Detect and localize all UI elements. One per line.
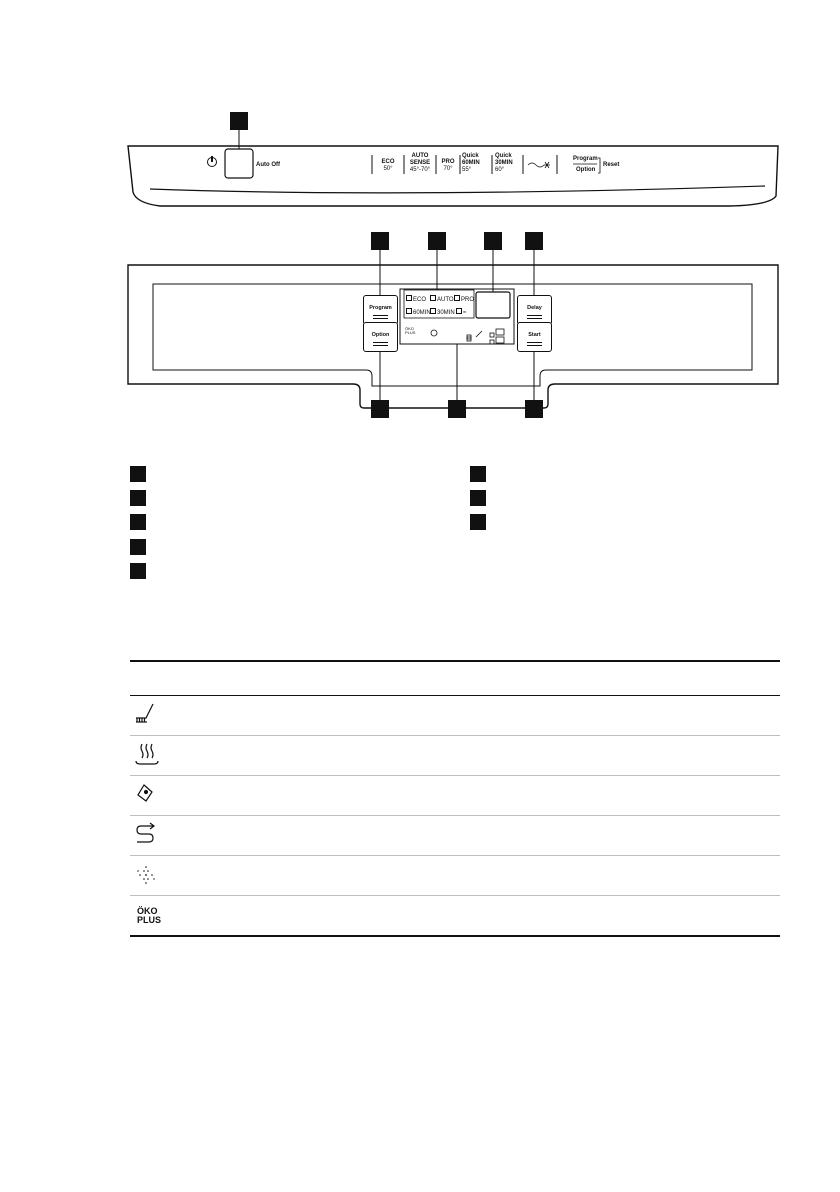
key-marker-4 bbox=[130, 539, 146, 555]
start-button[interactable]: Start bbox=[517, 322, 552, 352]
callout-marker-delay bbox=[525, 232, 543, 250]
table-row bbox=[130, 896, 780, 937]
table-row bbox=[130, 856, 780, 896]
upper-option-label: Option bbox=[576, 167, 596, 173]
key-marker-5 bbox=[130, 563, 146, 579]
tablet-icon bbox=[130, 776, 780, 816]
key-marker-6 bbox=[470, 466, 486, 482]
table-row bbox=[130, 776, 780, 816]
callout-marker-program bbox=[371, 232, 389, 250]
drying-heat-icon bbox=[130, 736, 780, 776]
key-marker-7 bbox=[470, 490, 486, 506]
table-header-cell bbox=[130, 661, 780, 696]
indicator-60min: 60MIN bbox=[406, 308, 431, 317]
power-icon bbox=[207, 157, 217, 167]
key-marker-1 bbox=[130, 466, 146, 482]
indicator-oko-plus: ÖKO PLUS bbox=[405, 326, 416, 335]
indicator-30min: 30MIN bbox=[430, 308, 455, 317]
indicator-eco: ECO bbox=[406, 295, 426, 304]
auto-off-label: Auto Off bbox=[256, 162, 280, 168]
indicator-auto: AUTO bbox=[430, 295, 454, 304]
symbols-table bbox=[130, 660, 780, 937]
upper-program-label: Program bbox=[573, 156, 598, 162]
callout-marker-power bbox=[230, 112, 248, 130]
callout-marker-indicators bbox=[428, 232, 446, 250]
indicator-machine-care: ≈ bbox=[456, 308, 466, 317]
key-marker-8 bbox=[470, 514, 486, 530]
callout-marker-display-icons bbox=[448, 400, 466, 418]
callout-marker-option bbox=[371, 400, 389, 418]
flow-loop-icon bbox=[130, 816, 780, 856]
program-quick-30-label: Quick 30MIN 60° bbox=[495, 153, 513, 173]
key-marker-2 bbox=[130, 490, 146, 506]
callout-marker-start bbox=[525, 400, 543, 418]
sparkle-icon bbox=[130, 856, 780, 896]
reset-label: Reset bbox=[603, 162, 620, 168]
table-header-row bbox=[130, 661, 780, 696]
table-row bbox=[130, 696, 780, 736]
program-auto-sense-label: AUTO SENSE 45°-70° bbox=[409, 153, 431, 173]
indicator-pro: PRO bbox=[454, 295, 474, 304]
program-quick-60-label: Quick 60MIN 55° bbox=[462, 153, 480, 173]
table-row bbox=[130, 736, 780, 776]
option-button[interactable]: Option bbox=[363, 322, 398, 352]
delay-button[interactable]: Delay bbox=[517, 295, 552, 325]
program-eco-label: ECO 50° bbox=[381, 159, 395, 172]
rinse-aid-brush-icon bbox=[130, 696, 780, 736]
program-pro-label: PRO 70° bbox=[441, 159, 455, 172]
program-button[interactable]: Program bbox=[363, 295, 398, 325]
callout-marker-display bbox=[484, 232, 502, 250]
table-row bbox=[130, 816, 780, 856]
oko-plus-icon: ÖKO PLUS bbox=[130, 896, 780, 937]
key-marker-3 bbox=[130, 514, 146, 530]
